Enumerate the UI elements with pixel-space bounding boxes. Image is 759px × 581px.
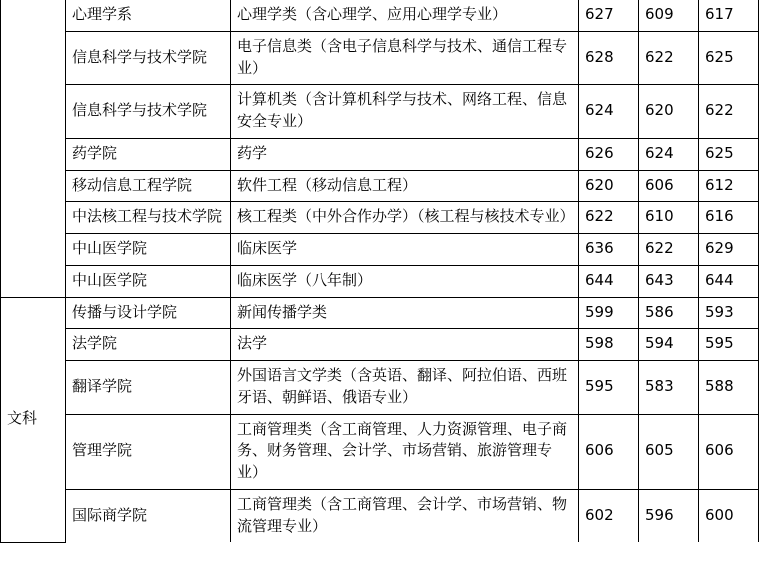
min-score-cell: 622 <box>639 31 699 85</box>
table-row <box>1 202 759 234</box>
min-score-cell: 609 <box>639 0 699 31</box>
avg-score-cell: 617 <box>699 0 759 31</box>
table-row <box>1 170 759 202</box>
min-score-cell: 610 <box>639 202 699 234</box>
min-score-cell: 583 <box>639 361 699 415</box>
max-score-cell: 636 <box>579 234 639 266</box>
table-row <box>1 234 759 266</box>
group-label-cell: 文科 <box>1 297 66 542</box>
college-cell: 心理学系 <box>66 0 231 31</box>
group-label-cell <box>1 0 66 297</box>
min-score-cell: 606 <box>639 170 699 202</box>
avg-score-cell: 625 <box>699 138 759 170</box>
major-cell: 心理学类（含心理学、应用心理学专业） <box>231 0 579 31</box>
major-cell: 电子信息类（含电子信息科学与技术、通信工程专业） <box>231 31 579 85</box>
min-score-cell: 596 <box>639 489 699 542</box>
max-score-cell: 602 <box>579 489 639 542</box>
min-score-cell: 624 <box>639 138 699 170</box>
major-cell: 核工程类（中外合作办学）（核工程与核技术专业） <box>231 202 579 234</box>
major-cell: 计算机类（含计算机科学与技术、网络工程、信息安全专业） <box>231 85 579 139</box>
avg-score-cell: 612 <box>699 170 759 202</box>
table-row <box>1 265 759 297</box>
avg-score-cell: 606 <box>699 414 759 489</box>
min-score-cell: 643 <box>639 265 699 297</box>
min-score-cell: 620 <box>639 85 699 139</box>
college-cell: 信息科学与技术学院 <box>66 31 231 85</box>
college-cell: 中山医学院 <box>66 265 231 297</box>
avg-score-cell: 616 <box>699 202 759 234</box>
max-score-cell: 606 <box>579 414 639 489</box>
min-score-cell: 622 <box>639 234 699 266</box>
college-cell: 管理学院 <box>66 414 231 489</box>
major-cell: 临床医学 <box>231 234 579 266</box>
college-cell: 中法核工程与技术学院 <box>66 202 231 234</box>
major-cell: 工商管理类（含工商管理、会计学、市场营销、物流管理专业） <box>231 489 579 542</box>
table-body <box>1 0 759 542</box>
college-cell: 国际商学院 <box>66 489 231 542</box>
major-cell: 软件工程（移动信息工程） <box>231 170 579 202</box>
major-cell: 法学 <box>231 329 579 361</box>
table-row <box>1 0 759 31</box>
min-score-cell: 605 <box>639 414 699 489</box>
college-cell: 法学院 <box>66 329 231 361</box>
college-cell: 信息科学与技术学院 <box>66 85 231 139</box>
table-row <box>1 361 759 415</box>
max-score-cell: 624 <box>579 85 639 139</box>
avg-score-cell: 629 <box>699 234 759 266</box>
college-cell: 药学院 <box>66 138 231 170</box>
table-row <box>1 85 759 139</box>
major-cell: 药学 <box>231 138 579 170</box>
max-score-cell: 599 <box>579 297 639 329</box>
avg-score-cell: 644 <box>699 265 759 297</box>
major-cell: 新闻传播学类 <box>231 297 579 329</box>
college-cell: 中山医学院 <box>66 234 231 266</box>
table-row <box>1 489 759 542</box>
college-cell: 移动信息工程学院 <box>66 170 231 202</box>
avg-score-cell: 600 <box>699 489 759 542</box>
max-score-cell: 622 <box>579 202 639 234</box>
max-score-cell: 644 <box>579 265 639 297</box>
college-cell: 翻译学院 <box>66 361 231 415</box>
table-row <box>1 329 759 361</box>
min-score-cell: 586 <box>639 297 699 329</box>
major-cell: 外国语言文学类（含英语、翻译、阿拉伯语、西班牙语、朝鲜语、俄语专业） <box>231 361 579 415</box>
min-score-cell: 594 <box>639 329 699 361</box>
max-score-cell: 626 <box>579 138 639 170</box>
max-score-cell: 595 <box>579 361 639 415</box>
major-cell: 工商管理类（含工商管理、人力资源管理、电子商务、财务管理、会计学、市场营销、旅游管理专业） <box>231 414 579 489</box>
table-row <box>1 297 759 329</box>
table-row <box>1 31 759 85</box>
avg-score-cell: 595 <box>699 329 759 361</box>
avg-score-cell: 622 <box>699 85 759 139</box>
table-row <box>1 138 759 170</box>
max-score-cell: 598 <box>579 329 639 361</box>
college-cell: 传播与设计学院 <box>66 297 231 329</box>
table-row <box>1 414 759 489</box>
avg-score-cell: 593 <box>699 297 759 329</box>
avg-score-cell: 588 <box>699 361 759 415</box>
avg-score-cell: 625 <box>699 31 759 85</box>
max-score-cell: 628 <box>579 31 639 85</box>
major-cell: 临床医学（八年制） <box>231 265 579 297</box>
max-score-cell: 627 <box>579 0 639 31</box>
max-score-cell: 620 <box>579 170 639 202</box>
